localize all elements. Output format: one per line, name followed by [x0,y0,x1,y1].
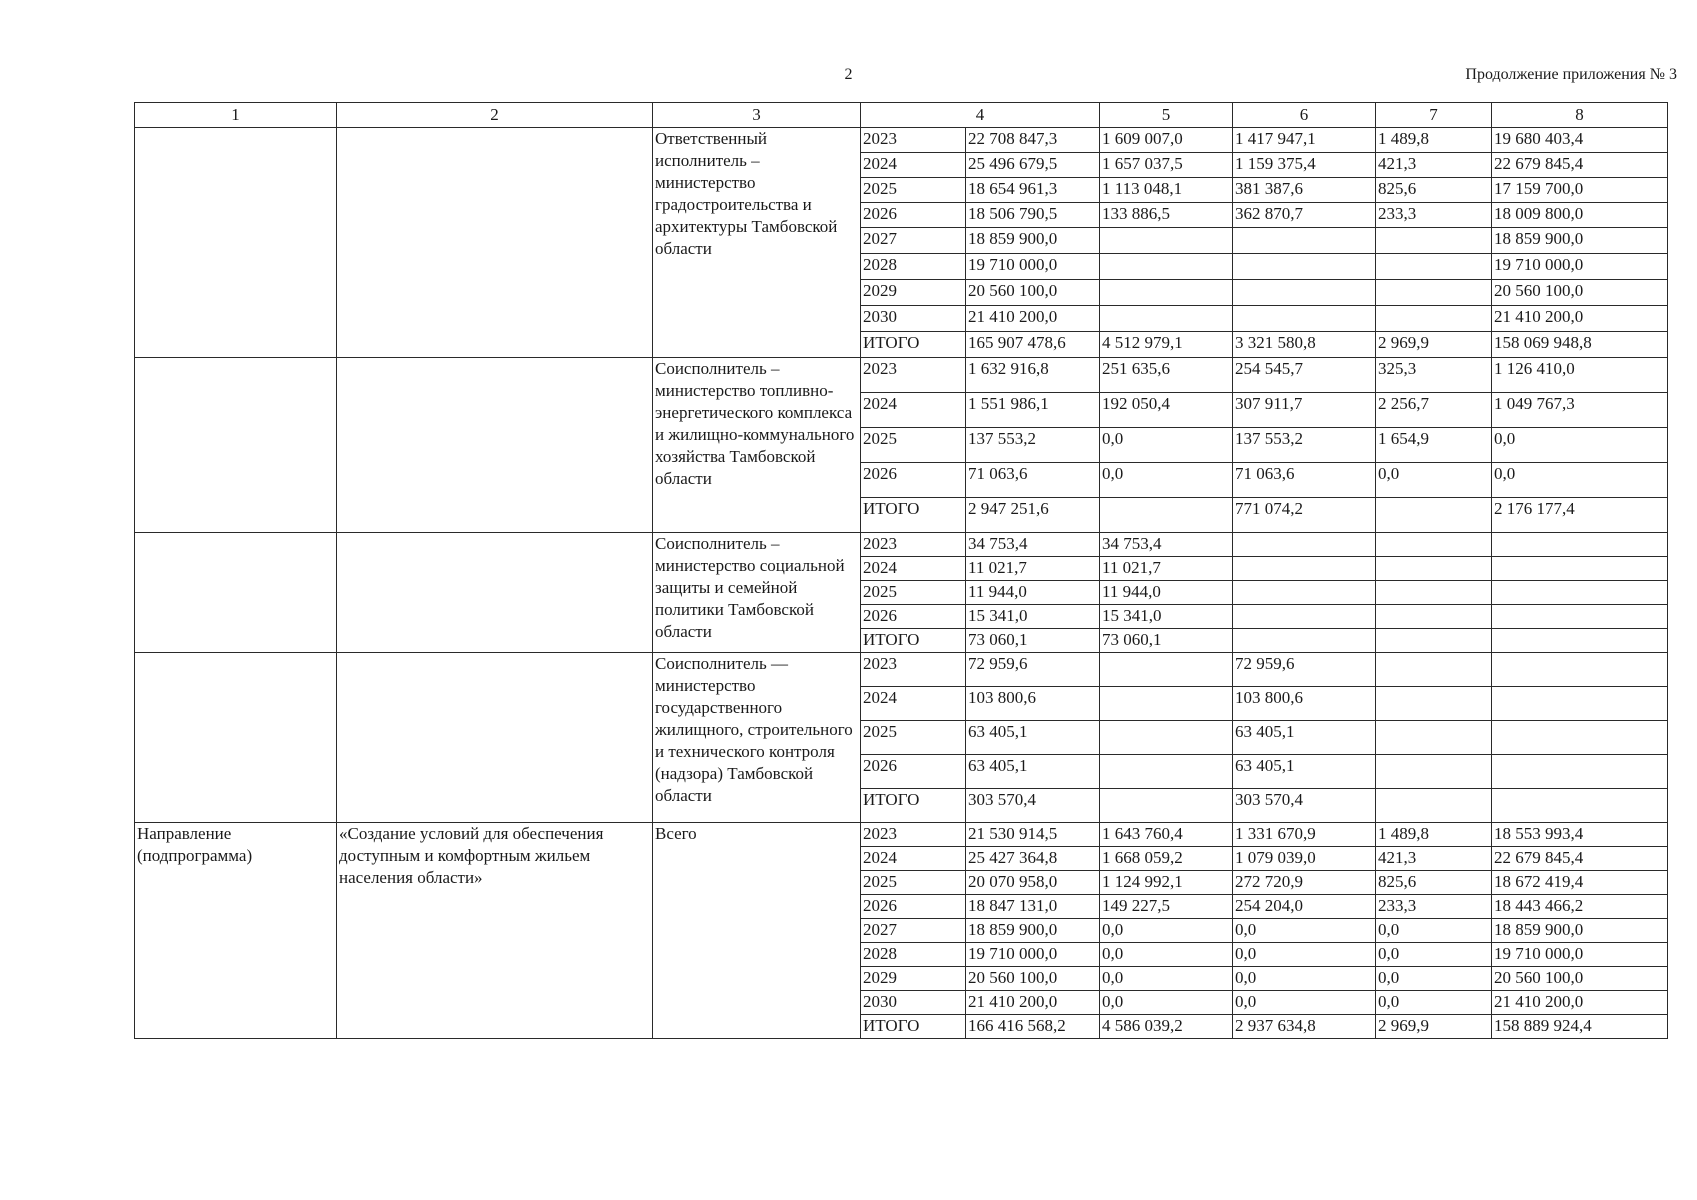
federal-budget-cell: 1 668 059,2 [1100,847,1233,871]
total-cell: 19 710 000,0 [966,254,1100,280]
local-budget-cell [1376,254,1492,280]
column-number-row [135,103,1668,128]
table-row [135,533,1668,557]
regional-budget-cell [1233,254,1376,280]
federal-budget-cell [1100,228,1233,254]
total-cell: 22 708 847,3 [966,128,1100,153]
extrabudgetary-cell: 158 889 924,4 [1492,1015,1668,1039]
total-cell: 20 560 100,0 [966,280,1100,306]
local-budget-cell: 0,0 [1376,463,1492,498]
local-budget-cell: 233,3 [1376,203,1492,228]
local-budget-cell [1376,228,1492,254]
regional-budget-cell: 254 545,7 [1233,358,1376,393]
federal-budget-cell: 4 512 979,1 [1100,332,1233,358]
local-budget-cell [1376,581,1492,605]
local-budget-cell [1376,306,1492,332]
local-budget-cell: 233,3 [1376,895,1492,919]
federal-budget-cell: 1 113 048,1 [1100,178,1233,203]
regional-budget-cell [1233,280,1376,306]
year-cell: 2025 [861,428,966,463]
regional-budget-cell: 1 159 375,4 [1233,153,1376,178]
column-header: 4 [861,103,1100,128]
extrabudgetary-cell [1492,533,1668,557]
regional-budget-cell: 1 417 947,1 [1233,128,1376,153]
table-row [135,358,1668,393]
total-cell: 18 847 131,0 [966,895,1100,919]
federal-budget-cell [1100,280,1233,306]
federal-budget-cell [1100,755,1233,789]
year-cell: ИТОГО [861,789,966,823]
regional-budget-cell: 2 937 634,8 [1233,1015,1376,1039]
federal-budget-cell: 1 657 037,5 [1100,153,1233,178]
year-cell: 2030 [861,991,966,1015]
local-budget-cell: 0,0 [1376,943,1492,967]
column-header: 5 [1100,103,1233,128]
extrabudgetary-cell: 158 069 948,8 [1492,332,1668,358]
total-cell: 165 907 478,6 [966,332,1100,358]
regional-budget-cell [1233,605,1376,629]
federal-budget-cell: 0,0 [1100,463,1233,498]
local-budget-cell: 1 489,8 [1376,823,1492,847]
year-cell: 2024 [861,393,966,428]
federal-budget-cell: 4 586 039,2 [1100,1015,1233,1039]
year-cell: 2029 [861,967,966,991]
regional-budget-cell: 303 570,4 [1233,789,1376,823]
direction-cell [135,128,337,358]
total-cell: 34 753,4 [966,533,1100,557]
regional-budget-cell: 1 331 670,9 [1233,823,1376,847]
total-cell: 303 570,4 [966,789,1100,823]
total-cell: 11 944,0 [966,581,1100,605]
federal-budget-cell: 11 944,0 [1100,581,1233,605]
regional-budget-cell: 103 800,6 [1233,687,1376,721]
extrabudgetary-cell: 17 159 700,0 [1492,178,1668,203]
year-cell: 2026 [861,895,966,919]
direction-cell [135,653,337,823]
direction-cell [135,358,337,533]
local-budget-cell: 0,0 [1376,919,1492,943]
total-cell: 19 710 000,0 [966,943,1100,967]
total-cell: 71 063,6 [966,463,1100,498]
local-budget-cell: 421,3 [1376,153,1492,178]
year-cell: 2025 [861,581,966,605]
year-cell: 2028 [861,254,966,280]
local-budget-cell [1376,605,1492,629]
year-cell: 2026 [861,755,966,789]
extrabudgetary-cell: 1 126 410,0 [1492,358,1668,393]
year-cell: 2024 [861,557,966,581]
extrabudgetary-cell: 18 009 800,0 [1492,203,1668,228]
extrabudgetary-cell: 22 679 845,4 [1492,847,1668,871]
year-cell: 2024 [861,153,966,178]
federal-budget-cell [1100,653,1233,687]
local-budget-cell: 1 489,8 [1376,128,1492,153]
year-cell: 2030 [861,306,966,332]
year-cell: ИТОГО [861,629,966,653]
federal-budget-cell: 73 060,1 [1100,629,1233,653]
total-cell: 166 416 568,2 [966,1015,1100,1039]
regional-budget-cell: 381 387,6 [1233,178,1376,203]
total-cell: 18 859 900,0 [966,228,1100,254]
executor-cell: Ответственный исполнитель – министерство градостроительства и архитектуры Тамбовской области [653,128,861,358]
program-name-cell [337,128,653,358]
federal-budget-cell [1100,498,1233,533]
total-cell: 1 632 916,8 [966,358,1100,393]
local-budget-cell [1376,498,1492,533]
total-cell: 25 496 679,5 [966,153,1100,178]
year-cell: 2024 [861,687,966,721]
direction-cell: Направление (подпрограмма) [135,823,337,1039]
extrabudgetary-cell [1492,557,1668,581]
local-budget-cell [1376,789,1492,823]
year-cell: 2023 [861,533,966,557]
federal-budget-cell: 251 635,6 [1100,358,1233,393]
year-cell: 2023 [861,358,966,393]
federal-budget-cell: 149 227,5 [1100,895,1233,919]
regional-budget-cell [1233,306,1376,332]
total-cell: 2 947 251,6 [966,498,1100,533]
regional-budget-cell [1233,557,1376,581]
year-cell: ИТОГО [861,498,966,533]
extrabudgetary-cell: 21 410 200,0 [1492,991,1668,1015]
year-cell: ИТОГО [861,1015,966,1039]
table-row [135,823,1668,847]
local-budget-cell [1376,533,1492,557]
appendix-note: Продолжение приложения № 3 [1465,66,1677,83]
extrabudgetary-cell: 1 049 767,3 [1492,393,1668,428]
federal-budget-cell: 0,0 [1100,428,1233,463]
regional-budget-cell: 137 553,2 [1233,428,1376,463]
total-cell: 18 654 961,3 [966,178,1100,203]
column-header: 7 [1376,103,1492,128]
year-cell: 2027 [861,228,966,254]
local-budget-cell: 2 256,7 [1376,393,1492,428]
extrabudgetary-cell [1492,605,1668,629]
extrabudgetary-cell: 22 679 845,4 [1492,153,1668,178]
regional-budget-cell [1233,533,1376,557]
total-cell: 1 551 986,1 [966,393,1100,428]
program-name-cell [337,533,653,653]
regional-budget-cell [1233,228,1376,254]
federal-budget-cell [1100,721,1233,755]
regional-budget-cell: 72 959,6 [1233,653,1376,687]
regional-budget-cell: 1 079 039,0 [1233,847,1376,871]
total-cell: 63 405,1 [966,755,1100,789]
regional-budget-cell: 272 720,9 [1233,871,1376,895]
regional-budget-cell [1233,581,1376,605]
regional-budget-cell: 0,0 [1233,919,1376,943]
extrabudgetary-cell: 18 553 993,4 [1492,823,1668,847]
extrabudgetary-cell [1492,789,1668,823]
federal-budget-cell: 0,0 [1100,919,1233,943]
federal-budget-cell [1100,789,1233,823]
federal-budget-cell: 1 609 007,0 [1100,128,1233,153]
total-cell: 20 070 958,0 [966,871,1100,895]
year-cell: 2024 [861,847,966,871]
federal-budget-cell: 133 886,5 [1100,203,1233,228]
federal-budget-cell: 0,0 [1100,967,1233,991]
year-cell: 2026 [861,203,966,228]
federal-budget-cell: 192 050,4 [1100,393,1233,428]
local-budget-cell [1376,557,1492,581]
column-header: 2 [337,103,653,128]
year-cell: 2023 [861,653,966,687]
year-cell: 2023 [861,128,966,153]
regional-budget-cell: 0,0 [1233,991,1376,1015]
extrabudgetary-cell: 19 680 403,4 [1492,128,1668,153]
executor-cell: Соисполнитель – министерство социальной защиты и семейной политики Тамбовской области [653,533,861,653]
direction-cell [135,533,337,653]
extrabudgetary-cell: 18 672 419,4 [1492,871,1668,895]
extrabudgetary-cell: 19 710 000,0 [1492,943,1668,967]
extrabudgetary-cell: 0,0 [1492,463,1668,498]
extrabudgetary-cell [1492,687,1668,721]
regional-budget-cell [1233,629,1376,653]
total-cell: 21 410 200,0 [966,991,1100,1015]
executor-cell: Соисполнитель — министерство государственного жилищного, строительного и технического контроля (надзора) Тамбовской области [653,653,861,823]
federal-budget-cell [1100,306,1233,332]
extrabudgetary-cell: 2 176 177,4 [1492,498,1668,533]
table-row [135,653,1668,687]
column-header: 3 [653,103,861,128]
executor-cell: Соисполнитель – министерство топливно-энергетического комплекса и жилищно-коммунального хозяйства Тамбовской области [653,358,861,533]
regional-budget-cell: 3 321 580,8 [1233,332,1376,358]
table-row [135,128,1668,153]
program-name-cell [337,653,653,823]
year-cell: 2028 [861,943,966,967]
regional-budget-cell: 771 074,2 [1233,498,1376,533]
federal-budget-cell [1100,687,1233,721]
year-cell: 2026 [861,605,966,629]
local-budget-cell: 325,3 [1376,358,1492,393]
year-cell: 2026 [861,463,966,498]
total-cell: 103 800,6 [966,687,1100,721]
total-cell: 21 530 914,5 [966,823,1100,847]
year-cell: 2023 [861,823,966,847]
year-cell: 2029 [861,280,966,306]
extrabudgetary-cell [1492,581,1668,605]
extrabudgetary-cell: 18 859 900,0 [1492,228,1668,254]
local-budget-cell [1376,653,1492,687]
total-cell: 137 553,2 [966,428,1100,463]
federal-budget-cell [1100,254,1233,280]
extrabudgetary-cell: 18 859 900,0 [1492,919,1668,943]
regional-budget-cell: 63 405,1 [1233,755,1376,789]
program-name-cell: «Создание условий для обеспечения доступным и комфортным жильем населения области» [337,823,653,1039]
total-cell: 21 410 200,0 [966,306,1100,332]
extrabudgetary-cell: 18 443 466,2 [1492,895,1668,919]
extrabudgetary-cell [1492,721,1668,755]
federal-budget-cell: 15 341,0 [1100,605,1233,629]
total-cell: 18 506 790,5 [966,203,1100,228]
extrabudgetary-cell: 19 710 000,0 [1492,254,1668,280]
federal-budget-cell: 0,0 [1100,991,1233,1015]
local-budget-cell [1376,755,1492,789]
local-budget-cell [1376,280,1492,306]
regional-budget-cell: 362 870,7 [1233,203,1376,228]
local-budget-cell: 825,6 [1376,871,1492,895]
year-cell: 2027 [861,919,966,943]
regional-budget-cell: 307 911,7 [1233,393,1376,428]
total-cell: 11 021,7 [966,557,1100,581]
year-cell: 2025 [861,178,966,203]
column-header: 1 [135,103,337,128]
column-header: 8 [1492,103,1668,128]
total-cell: 73 060,1 [966,629,1100,653]
local-budget-cell: 2 969,9 [1376,1015,1492,1039]
local-budget-cell [1376,721,1492,755]
federal-budget-cell: 11 021,7 [1100,557,1233,581]
total-cell: 15 341,0 [966,605,1100,629]
local-budget-cell: 421,3 [1376,847,1492,871]
local-budget-cell: 0,0 [1376,991,1492,1015]
total-cell: 20 560 100,0 [966,967,1100,991]
budget-table [134,102,1668,1039]
local-budget-cell: 1 654,9 [1376,428,1492,463]
program-name-cell [337,358,653,533]
total-cell: 25 427 364,8 [966,847,1100,871]
regional-budget-cell: 254 204,0 [1233,895,1376,919]
local-budget-cell [1376,687,1492,721]
total-cell: 63 405,1 [966,721,1100,755]
federal-budget-cell: 0,0 [1100,943,1233,967]
page-number: 2 [844,66,853,83]
federal-budget-cell: 1 124 992,1 [1100,871,1233,895]
total-cell: 18 859 900,0 [966,919,1100,943]
year-cell: ИТОГО [861,332,966,358]
local-budget-cell: 2 969,9 [1376,332,1492,358]
extrabudgetary-cell: 20 560 100,0 [1492,967,1668,991]
federal-budget-cell: 34 753,4 [1100,533,1233,557]
column-header: 6 [1233,103,1376,128]
local-budget-cell: 0,0 [1376,967,1492,991]
year-cell: 2025 [861,721,966,755]
regional-budget-cell: 0,0 [1233,967,1376,991]
regional-budget-cell: 71 063,6 [1233,463,1376,498]
extrabudgetary-cell: 21 410 200,0 [1492,306,1668,332]
executor-cell: Всего [653,823,861,1039]
extrabudgetary-cell [1492,653,1668,687]
federal-budget-cell: 1 643 760,4 [1100,823,1233,847]
local-budget-cell [1376,629,1492,653]
extrabudgetary-cell [1492,755,1668,789]
extrabudgetary-cell [1492,629,1668,653]
local-budget-cell: 825,6 [1376,178,1492,203]
total-cell: 72 959,6 [966,653,1100,687]
regional-budget-cell: 63 405,1 [1233,721,1376,755]
year-cell: 2025 [861,871,966,895]
extrabudgetary-cell: 20 560 100,0 [1492,280,1668,306]
regional-budget-cell: 0,0 [1233,943,1376,967]
extrabudgetary-cell: 0,0 [1492,428,1668,463]
